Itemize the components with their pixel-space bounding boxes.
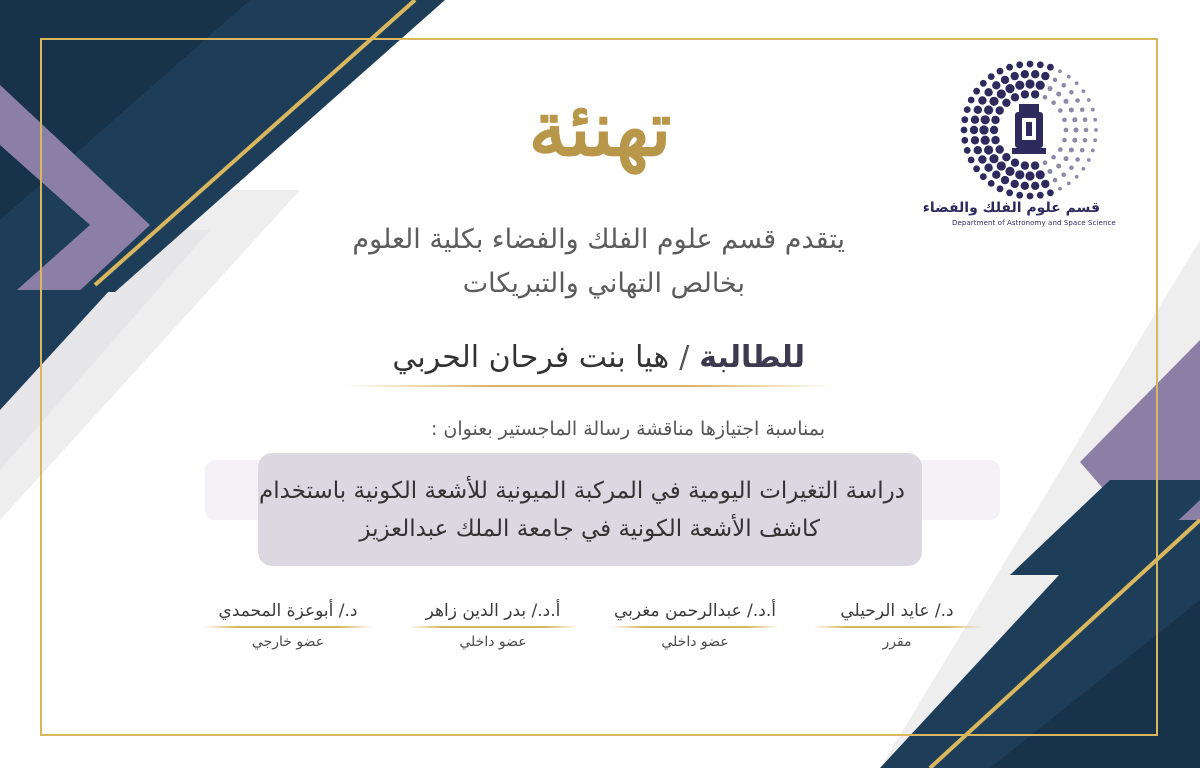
committee-member-rule [408, 626, 578, 628]
student-name: هيا بنت فرحان الحربي [392, 340, 670, 375]
committee-member [812, 598, 982, 650]
committee-member-role: عضو داخلي [459, 634, 527, 650]
committee-member [408, 598, 578, 650]
thesis-title-box [258, 453, 922, 566]
intro-line-1: يتقدم قسم علوم الفلك والفضاء بكلية العلوم [352, 224, 845, 255]
student-underline [345, 385, 835, 387]
committee-member-rule [610, 626, 780, 628]
committee-member-name: أ.د./ عبدالرحمن مغربي [614, 601, 776, 621]
committee-member-role: عضو داخلي [661, 634, 729, 650]
committee-member-rule [203, 626, 373, 628]
committee-member [610, 598, 780, 650]
thesis-title-line-2: كاشف الأشعة الكونية في جامعة الملك عبدالعزيز [359, 516, 820, 542]
committee-member-role: عضو خارجي [251, 634, 325, 650]
committee-member-rule [812, 626, 982, 628]
committee-member-name: أ.د./ بدر الدين زاهر [425, 601, 561, 621]
committee-member-role: مقرر [882, 634, 912, 650]
committee-member [203, 598, 373, 650]
student-separator: / [679, 340, 690, 375]
logo-caption-arabic: قسم علوم الفلك والفضاء [922, 200, 1100, 216]
thesis-title-line-1: دراسة التغيرات اليومية في المركبة الميونية للأشعة الكونية باستخدام [259, 478, 905, 504]
occasion-text: بمناسبة اجتيازها مناقشة رسالة الماجستير بعنوان : [430, 418, 825, 440]
committee-member-name: د./ عايد الرحيلي [840, 601, 954, 621]
card-title: تهنئة [528, 84, 672, 173]
student-label: للطالبة [699, 340, 805, 375]
student-line [392, 340, 805, 375]
committee-member-name: د./ أبوعزة المحمدي [218, 601, 358, 621]
logo-caption-english: Department of Astronomy and Space Science [952, 219, 1116, 227]
intro-line-2: بخالص التهاني والتبريكات [462, 268, 745, 299]
